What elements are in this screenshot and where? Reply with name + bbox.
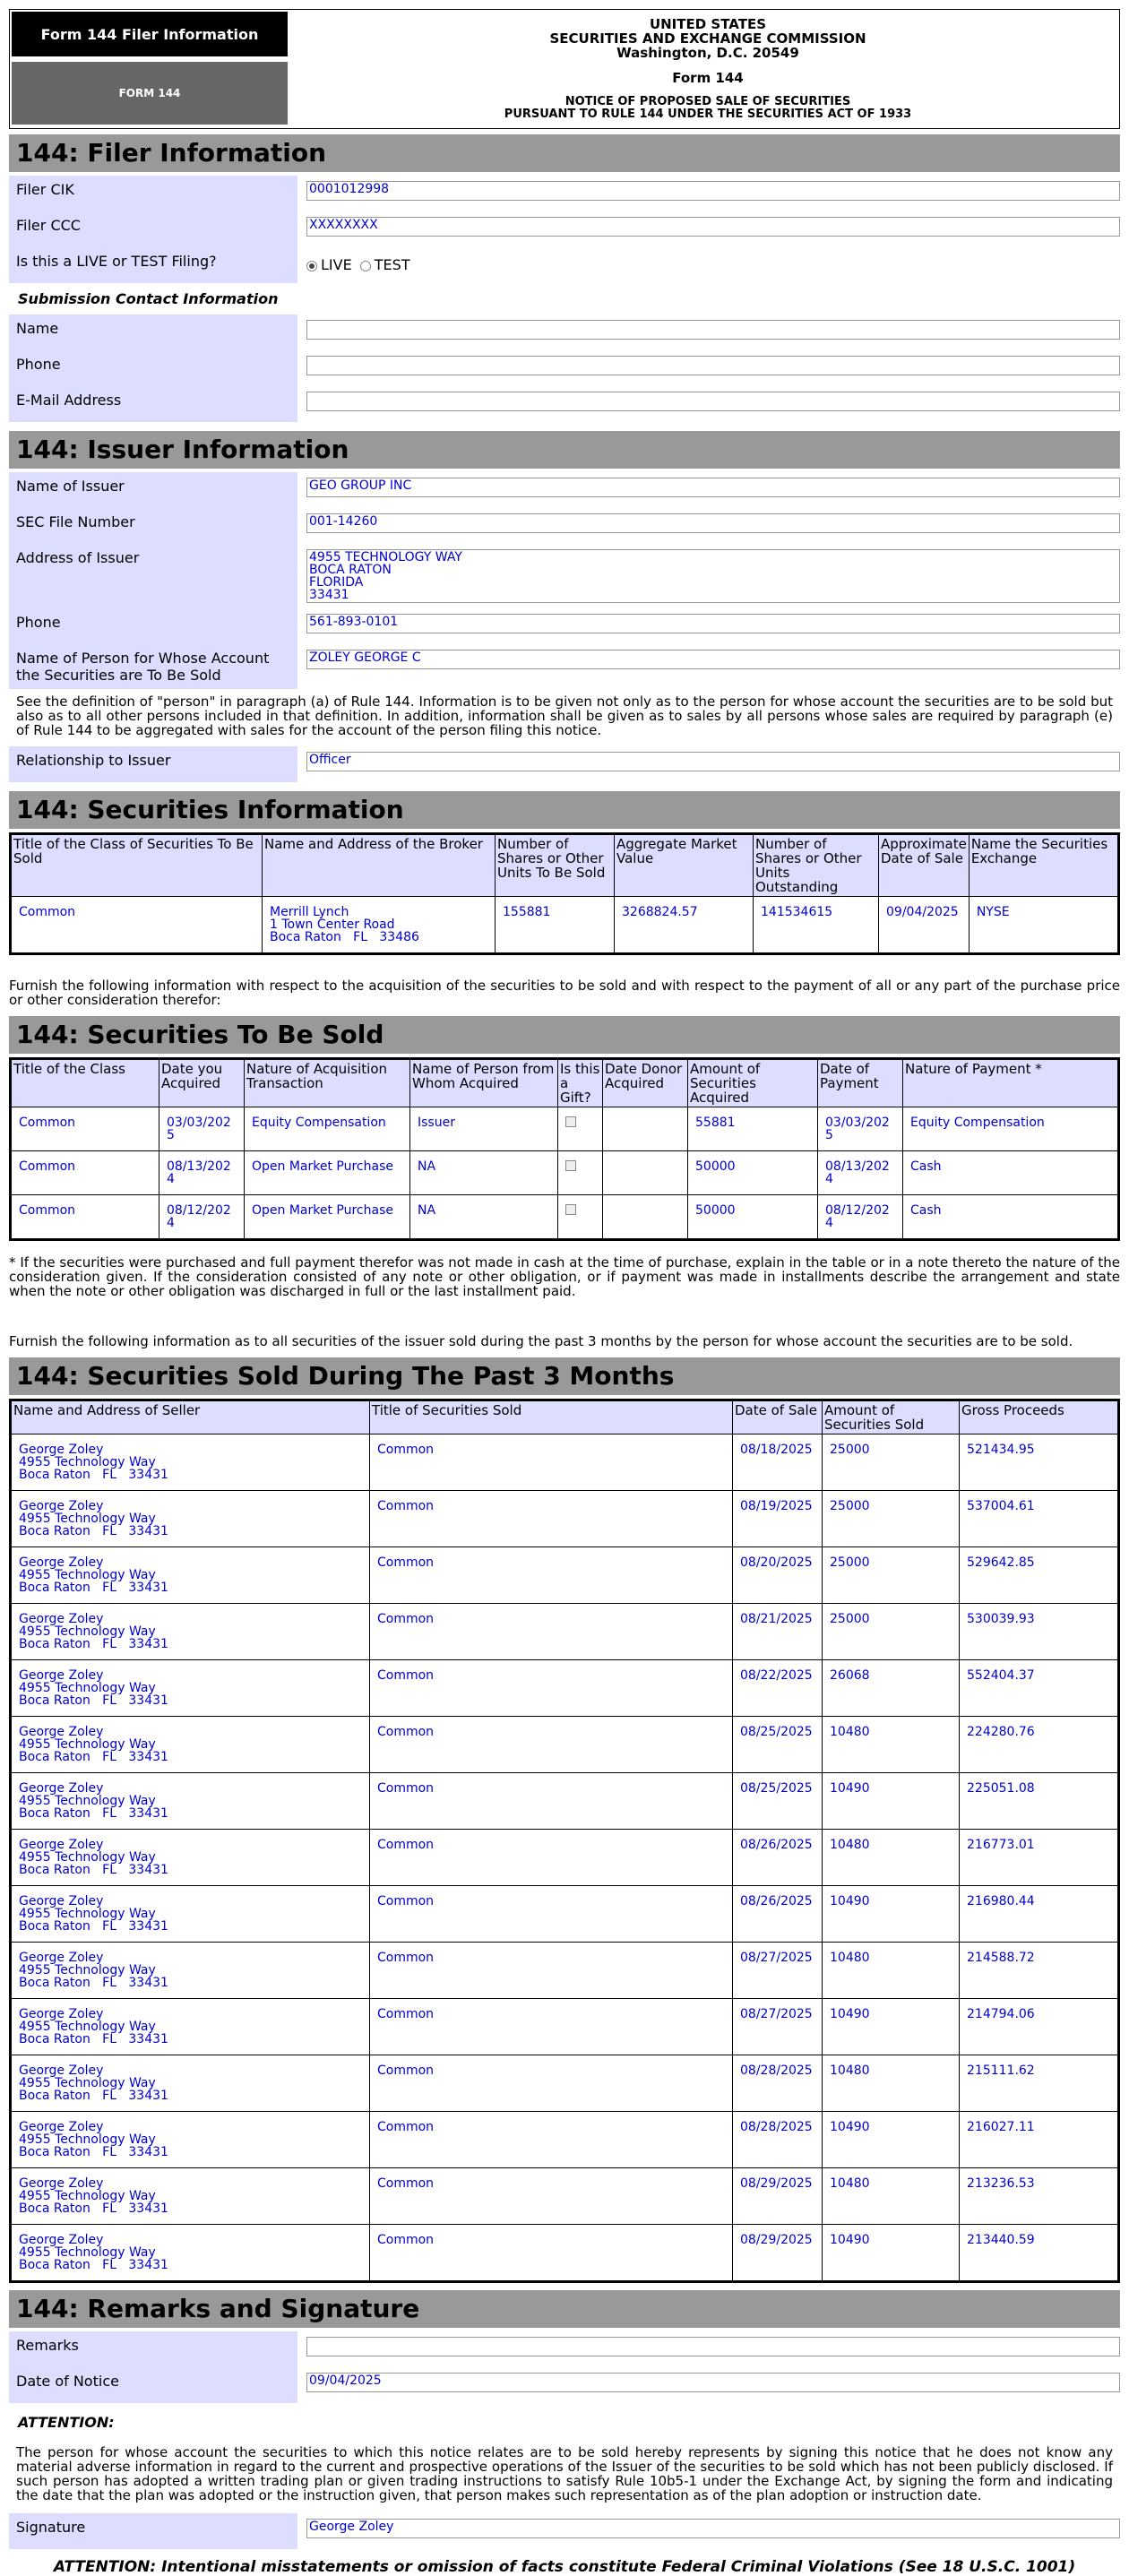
cell-title: Common — [370, 1717, 733, 1773]
seller-line1: George Zoley — [19, 1499, 104, 1513]
table-row — [11, 1107, 1119, 1151]
filer-ccc-row — [9, 211, 1120, 247]
cell-gift — [558, 1195, 603, 1240]
seller-line2: 4955 Technology Way — [19, 1624, 156, 1639]
cell-seller — [11, 2225, 370, 2282]
filer-cik-field[interactable]: 0001012998 — [306, 181, 1120, 201]
contact-phone-row — [9, 350, 1120, 386]
contact-name-field[interactable] — [306, 320, 1120, 340]
cell-date: 08/28/2025 — [733, 2055, 823, 2112]
table-row — [11, 1604, 1119, 1660]
cell-title: Common — [370, 1830, 733, 1886]
header-notice1: NOTICE OF PROPOSED SALE OF SECURITIES — [564, 95, 851, 108]
cell-title: Common — [370, 2055, 733, 2112]
signature-label: Signature — [9, 2513, 297, 2549]
cell-amount: 10480 — [823, 2055, 960, 2112]
signature-field[interactable]: George Zoley — [306, 2519, 1120, 2538]
seller-line1: George Zoley — [19, 2007, 104, 2021]
cell-amount: 10480 — [823, 1943, 960, 1999]
remarks-label: Remarks — [9, 2331, 297, 2367]
broker-address1: 1 Town Center Road — [270, 918, 395, 932]
gift-checkbox[interactable] — [565, 1160, 576, 1171]
cell-shares: 155881 — [496, 897, 615, 954]
col-broker: Name and Address of the Broker — [263, 834, 496, 897]
col-exchange: Name the Securities Exchange — [969, 834, 1118, 897]
cell-from: NA — [410, 1151, 558, 1195]
cell-amount: 25000 — [823, 1434, 960, 1491]
header-form: Form 144 — [672, 70, 744, 86]
table-row — [11, 2225, 1119, 2282]
cell-from: NA — [410, 1195, 558, 1240]
contact-name-row — [9, 314, 1120, 350]
remarks-field[interactable] — [306, 2337, 1120, 2356]
cell-nature: Equity Compensation — [245, 1107, 410, 1151]
cell-date — [159, 1195, 245, 1240]
seller-line2: 4955 Technology Way — [19, 1681, 156, 1695]
payment-date-part1: 03/03/202 — [825, 1116, 890, 1130]
cell-seller — [11, 1660, 370, 1717]
seller-line3: Boca Raton FL 33431 — [19, 2258, 168, 2272]
cell-payment-date — [818, 1195, 903, 1240]
col-date-sale: Approximate Date of Sale — [879, 834, 970, 897]
cell-date: 09/04/2025 — [879, 897, 970, 954]
cell-title: Common — [370, 2225, 733, 2282]
securities-info-title: 144: Securities Information — [9, 791, 1120, 829]
header-line3: Washington, D.C. 20549 — [616, 45, 799, 61]
date-part1: 08/12/202 — [167, 1203, 231, 1218]
seller-line1: George Zoley — [19, 1894, 104, 1908]
cell-gift — [558, 1107, 603, 1151]
cell-class: Common — [11, 1107, 159, 1151]
seller-line1: George Zoley — [19, 2063, 104, 2078]
attention-text: The person for whose account the securities to which this notice relates are to be sold hereby represents by signing this notice that he does not know any material adverse information in regard to the current and prospective operations of the Issuer of the securities to be sold which has not been publicly disclosed. If such person has adopted a written trading plan or given trading instructions to satisfy Rule 10b5-1 under the Exchange Act, by signing the form and indicating the date that the plan was adopted or the instruction given, that person makes such representation as of the plan adoption or instruction date. — [16, 2444, 1113, 2503]
filer-cik-label: Filer CIK — [9, 176, 297, 211]
header-line1: UNITED STATES — [649, 16, 767, 32]
seller-line2: 4955 Technology Way — [19, 1568, 156, 1582]
cell-amount: 25000 — [823, 1604, 960, 1660]
cell-gross: 214588.72 — [960, 1943, 1119, 1999]
cell-amount: 10490 — [823, 2225, 960, 2282]
cell-donor — [603, 1151, 688, 1195]
cell-class: Common — [11, 1151, 159, 1195]
cell-outstanding: 141534615 — [754, 897, 879, 954]
col-seller: Name and Address of Seller — [11, 1400, 370, 1434]
seller-line3: Boca Raton FL 33431 — [19, 1863, 168, 1877]
cell-from: Issuer — [410, 1107, 558, 1151]
cell-class: Common — [11, 897, 263, 954]
cell-date: 08/18/2025 — [733, 1434, 823, 1491]
seller-line2: 4955 Technology Way — [19, 1963, 156, 1977]
seller-line2: 4955 Technology Way — [19, 2020, 156, 2034]
cell-seller — [11, 1717, 370, 1773]
seller-line2: 4955 Technology Way — [19, 1850, 156, 1865]
cell-date: 08/26/2025 — [733, 1886, 823, 1943]
date-notice-field[interactable]: 09/04/2025 — [306, 2373, 1120, 2392]
payment-date-part2: 4 — [825, 1172, 833, 1186]
cell-date: 08/29/2025 — [733, 2225, 823, 2282]
col-nature: Nature of Acquisition Transaction — [245, 1059, 410, 1107]
date-part2: 4 — [167, 1216, 175, 1230]
contact-name-label: Name — [9, 314, 297, 350]
cell-date: 08/19/2025 — [733, 1491, 823, 1547]
seller-line3: Boca Raton FL 33431 — [19, 2201, 168, 2216]
broker-address2: Boca Raton FL 33486 — [270, 930, 419, 944]
to-be-sold-title: 144: Securities To Be Sold — [9, 1016, 1120, 1054]
cell-amount: 10480 — [823, 1830, 960, 1886]
cell-gift — [558, 1151, 603, 1195]
contact-email-label: E-Mail Address — [9, 386, 297, 422]
seller-line3: Boca Raton FL 33431 — [19, 1468, 168, 1482]
relationship-row — [9, 746, 1120, 782]
cell-amount: 10490 — [823, 1773, 960, 1830]
col-gross: Gross Proceeds — [960, 1400, 1119, 1434]
issuer-phone-label: Phone — [9, 608, 297, 644]
table-row — [11, 1434, 1119, 1491]
table-row — [11, 1151, 1119, 1195]
live-label: LIVE — [321, 256, 352, 273]
cell-date: 08/25/2025 — [733, 1717, 823, 1773]
seller-line2: 4955 Technology Way — [19, 1455, 156, 1469]
cell-gross: 216980.44 — [960, 1886, 1119, 1943]
sec-file-row — [9, 508, 1120, 544]
seller-line1: George Zoley — [19, 1951, 104, 1965]
cell-gross: 530039.93 — [960, 1604, 1119, 1660]
cell-amount: 25000 — [823, 1491, 960, 1547]
cell-amount: 10490 — [823, 2112, 960, 2168]
cell-title: Common — [370, 1943, 733, 1999]
filer-ccc-label: Filer CCC — [9, 211, 297, 247]
table-row — [11, 1886, 1119, 1943]
col-from-whom: Name of Person from Whom Acquired — [410, 1059, 558, 1107]
issuer-address-row — [9, 544, 1120, 608]
cell-payment-date — [818, 1107, 903, 1151]
cell-payment: Cash — [903, 1151, 1119, 1195]
cell-seller — [11, 1434, 370, 1491]
seller-line3: Boca Raton FL 33431 — [19, 1750, 168, 1764]
cell-title: Common — [370, 2112, 733, 2168]
cell-exchange: NYSE — [969, 897, 1118, 954]
test-radio[interactable] — [360, 261, 371, 271]
person-field[interactable]: ZOLEY GEORGE C — [306, 650, 1120, 669]
table-row — [11, 1717, 1119, 1773]
seller-line3: Boca Raton FL 33431 — [19, 1693, 168, 1708]
cell-payment-date — [818, 1151, 903, 1195]
issuer-address-label: Address of Issuer — [9, 544, 297, 608]
cell-date — [159, 1107, 245, 1151]
seller-line2: 4955 Technology Way — [19, 1512, 156, 1526]
col-amount: Amount of Securities Sold — [823, 1400, 960, 1434]
cell-nature: Open Market Purchase — [245, 1195, 410, 1240]
col-payment-nature: Nature of Payment * — [903, 1059, 1119, 1107]
person-label: Name of Person for Whose Account the Securities are To Be Sold — [9, 644, 297, 689]
payment-date-part1: 08/12/202 — [825, 1203, 890, 1218]
seller-line1: George Zoley — [19, 1781, 104, 1796]
cell-nature: Open Market Purchase — [245, 1151, 410, 1195]
cell-gross: 213236.53 — [960, 2168, 1119, 2225]
live-test-row — [9, 247, 1120, 283]
seller-line1: George Zoley — [19, 1612, 104, 1626]
cell-title: Common — [370, 1773, 733, 1830]
cell-gross: 552404.37 — [960, 1660, 1119, 1717]
seller-line1: George Zoley — [19, 2233, 104, 2247]
cell-seller — [11, 2168, 370, 2225]
seller-line1: George Zoley — [19, 1668, 104, 1683]
cell-date: 08/27/2025 — [733, 1943, 823, 1999]
cell-seller — [11, 1999, 370, 2055]
relationship-field[interactable]: Officer — [306, 752, 1120, 771]
date-part1: 08/13/202 — [167, 1159, 231, 1174]
table-row — [11, 2168, 1119, 2225]
cell-date: 08/20/2025 — [733, 1547, 823, 1604]
cell-gross: 213440.59 — [960, 2225, 1119, 2282]
cell-amount: 25000 — [823, 1547, 960, 1604]
cell-amount: 10490 — [823, 1886, 960, 1943]
seller-line3: Boca Raton FL 33431 — [19, 1637, 168, 1651]
past3-title: 144: Securities Sold During The Past 3 Months — [9, 1357, 1120, 1395]
cell-seller — [11, 1491, 370, 1547]
table-row — [11, 2112, 1119, 2168]
cell-value: 3268824.57 — [615, 897, 754, 954]
cell-gross: 521434.95 — [960, 1434, 1119, 1491]
to-be-sold-table — [9, 1057, 1120, 1241]
col-title: Title of Securities Sold — [370, 1400, 733, 1434]
sec-file-field[interactable]: 001-14260 — [306, 513, 1120, 533]
address-line4: 33431 — [309, 588, 349, 602]
issuer-name-label: Name of Issuer — [9, 472, 297, 508]
cell-date: 08/21/2025 — [733, 1604, 823, 1660]
seller-line3: Boca Raton FL 33431 — [19, 1919, 168, 1934]
table-row — [11, 1943, 1119, 1999]
filer-section-title: 144: Filer Information — [9, 134, 1120, 172]
seller-line2: 4955 Technology Way — [19, 2189, 156, 2203]
cell-date: 08/22/2025 — [733, 1660, 823, 1717]
table-row — [11, 1491, 1119, 1547]
seller-line1: George Zoley — [19, 1555, 104, 1570]
filer-ccc-field[interactable]: XXXXXXXX — [306, 217, 1120, 237]
cell-donor — [603, 1195, 688, 1240]
contact-heading: Submission Contact Information — [18, 290, 279, 307]
issuer-name-field[interactable]: GEO GROUP INC — [306, 478, 1120, 497]
col-market-value: Aggregate Market Value — [615, 834, 754, 897]
filer-info-tab[interactable]: Form 144 Filer Information — [12, 12, 288, 56]
cell-date: 08/28/2025 — [733, 2112, 823, 2168]
table-row — [11, 1999, 1119, 2055]
cell-title: Common — [370, 1999, 733, 2055]
issuer-name-row — [9, 472, 1120, 508]
furnish-past3-text: Furnish the following information as to all securities of the issuer sold during the past 3 months by the person for whose account the securities are to be sold. — [9, 1333, 1073, 1349]
cell-gross: 529642.85 — [960, 1547, 1119, 1604]
contact-phone-label: Phone — [9, 350, 297, 386]
table-row — [11, 897, 1119, 954]
payment-date-part1: 08/13/202 — [825, 1159, 890, 1174]
cell-seller — [11, 1886, 370, 1943]
seller-line1: George Zoley — [19, 2176, 104, 2191]
col-gift: Is this a Gift? — [558, 1059, 603, 1107]
issuer-phone-row — [9, 608, 1120, 644]
cell-gross: 224280.76 — [960, 1717, 1119, 1773]
cell-gross: 214794.06 — [960, 1999, 1119, 2055]
cell-gross: 216773.01 — [960, 1830, 1119, 1886]
remarks-row — [9, 2331, 1120, 2367]
cell-amount: 10480 — [823, 2168, 960, 2225]
date-part1: 03/03/202 — [167, 1116, 231, 1130]
seller-line2: 4955 Technology Way — [19, 1907, 156, 1921]
table-header-row — [11, 834, 1119, 897]
seller-line3: Boca Raton FL 33431 — [19, 1524, 168, 1538]
seller-line3: Boca Raton FL 33431 — [19, 2089, 168, 2103]
issuer-section-title: 144: Issuer Information — [9, 431, 1120, 469]
securities-info-table — [9, 832, 1120, 955]
filer-cik-row — [9, 176, 1120, 211]
seller-line2: 4955 Technology Way — [19, 1737, 156, 1752]
cell-title: Common — [370, 2168, 733, 2225]
cell-date: 08/27/2025 — [733, 1999, 823, 2055]
cell-title: Common — [370, 1604, 733, 1660]
cell-amount: 26068 — [823, 1660, 960, 1717]
table-row — [11, 1773, 1119, 1830]
person-row — [9, 644, 1120, 689]
address-line2: BOCA RATON — [309, 563, 392, 577]
header-title-block — [297, 17, 1119, 121]
cell-seller — [11, 1830, 370, 1886]
remarks-section-title: 144: Remarks and Signature — [9, 2290, 1120, 2328]
cell-date: 08/25/2025 — [733, 1773, 823, 1830]
col-donor: Date Donor Acquired — [603, 1059, 688, 1107]
live-test-label: Is this a LIVE or TEST Filing? — [9, 247, 297, 283]
form-header — [9, 9, 1120, 129]
test-label: TEST — [374, 256, 410, 273]
cell-title: Common — [370, 1491, 733, 1547]
seller-line1: George Zoley — [19, 1443, 104, 1457]
col-class: Title of the Class of Securities To Be Sold — [11, 834, 263, 897]
cell-seller — [11, 1773, 370, 1830]
seller-line3: Boca Raton FL 33431 — [19, 1976, 168, 1990]
seller-line2: 4955 Technology Way — [19, 2132, 156, 2147]
address-line3: FLORIDA — [309, 575, 364, 590]
cell-seller — [11, 1604, 370, 1660]
date-part2: 4 — [167, 1172, 175, 1186]
date-part2: 5 — [167, 1128, 175, 1142]
seller-line2: 4955 Technology Way — [19, 2076, 156, 2090]
seller-line3: Boca Raton FL 33431 — [19, 2032, 168, 2046]
cell-broker — [263, 897, 496, 954]
seller-line2: 4955 Technology Way — [19, 1794, 156, 1808]
cell-gross: 225051.08 — [960, 1773, 1119, 1830]
col-class: Title of the Class — [11, 1059, 159, 1107]
col-amount: Amount of Securities Acquired — [688, 1059, 818, 1107]
form-144-tab[interactable]: FORM 144 — [12, 62, 288, 125]
seller-line2: 4955 Technology Way — [19, 2245, 156, 2260]
cell-payment: Equity Compensation — [903, 1107, 1119, 1151]
cell-date: 08/29/2025 — [733, 2168, 823, 2225]
cell-gross: 537004.61 — [960, 1491, 1119, 1547]
contact-email-field[interactable] — [306, 392, 1120, 411]
table-row — [11, 2055, 1119, 2112]
date-notice-row — [9, 2367, 1120, 2403]
issuer-phone-field[interactable]: 561-893-0101 — [306, 614, 1120, 633]
cell-title: Common — [370, 1660, 733, 1717]
table-row — [11, 1195, 1119, 1240]
col-outstanding: Number of Shares or Other Units Outstanding — [754, 834, 879, 897]
live-radio[interactable] — [306, 261, 317, 271]
signature-row — [9, 2513, 1120, 2549]
date-notice-label: Date of Notice — [9, 2367, 297, 2403]
contact-phone-field[interactable] — [306, 356, 1120, 375]
gift-checkbox[interactable] — [565, 1204, 576, 1215]
seller-line1: George Zoley — [19, 1725, 104, 1739]
cell-seller — [11, 1943, 370, 1999]
furnish-text: Furnish the following information with respect to the acquisition of the securities to be sold and with respect to the payment of all or any part of the purchase price or other consideration therefor: — [9, 978, 1120, 1008]
payment-date-part2: 4 — [825, 1216, 833, 1230]
attention-heading: ATTENTION: — [18, 2414, 115, 2431]
table-row — [11, 1547, 1119, 1604]
issuer-address-field[interactable] — [306, 549, 1120, 603]
address-line1: 4955 TECHNOLOGY WAY — [309, 550, 462, 564]
payment-date-part2: 5 — [825, 1128, 833, 1142]
header-line2: SECURITIES AND EXCHANGE COMMISSION — [549, 30, 866, 47]
table-header-row — [11, 1059, 1119, 1107]
table-row — [11, 1830, 1119, 1886]
cell-gross: 215111.62 — [960, 2055, 1119, 2112]
col-shares: Number of Shares or Other Units To Be Sold — [496, 834, 615, 897]
cell-title: Common — [370, 1886, 733, 1943]
relationship-label: Relationship to Issuer — [9, 746, 297, 782]
gift-checkbox[interactable] — [565, 1116, 576, 1127]
payment-footnote: * If the securities were purchased and full payment therefor was not made in cash at the time of purchase, explain in the table or in a note thereto the nature of the consideration given. If the consideration consisted of any note or other obligation, or if payment was made in installments describe the arrangement and state when the note or other obligation was discharged in full or the last installment paid. — [9, 1254, 1120, 1299]
table-row — [11, 1660, 1119, 1717]
seller-line1: George Zoley — [19, 1838, 104, 1852]
seller-line1: George Zoley — [19, 2120, 104, 2134]
cell-donor — [603, 1107, 688, 1151]
cell-payment: Cash — [903, 1195, 1119, 1240]
cell-gross: 216027.11 — [960, 2112, 1119, 2168]
col-date-acquired: Date you Acquired — [159, 1059, 245, 1107]
cell-date — [159, 1151, 245, 1195]
broker-name: Merrill Lynch — [270, 905, 349, 919]
cell-title: Common — [370, 1547, 733, 1604]
cell-seller — [11, 2112, 370, 2168]
cell-seller — [11, 2055, 370, 2112]
cell-seller — [11, 1547, 370, 1604]
table-header-row — [11, 1400, 1119, 1434]
seller-line3: Boca Raton FL 33431 — [19, 1806, 168, 1821]
cell-title: Common — [370, 1434, 733, 1491]
seller-line3: Boca Raton FL 33431 — [19, 1581, 168, 1595]
federal-violation-notice: ATTENTION: Intentional misstatements or omission of facts constitute Federal Criminal Violations (See 18 U.S.C. 1001) — [53, 2558, 1076, 2576]
seller-line3: Boca Raton FL 33431 — [19, 2145, 168, 2159]
col-payment-date: Date of Payment — [818, 1059, 903, 1107]
cell-amount: 55881 — [688, 1107, 818, 1151]
cell-amount: 50000 — [688, 1195, 818, 1240]
cell-amount: 10490 — [823, 1999, 960, 2055]
cell-amount: 10480 — [823, 1717, 960, 1773]
past3-table — [9, 1399, 1120, 2283]
person-definition-text: See the definition of "person" in paragraph (a) of Rule 144. Information is to be given not only as to the person for whose account the securities are to be sold but also as to all other persons included in that definition. In addition, information shall be given as to sales by all persons whose sales are required by paragraph (e) of Rule 144 to be aggregated with sales for the account of the person filing this notice. — [16, 694, 1113, 738]
col-date: Date of Sale — [733, 1400, 823, 1434]
cell-amount: 50000 — [688, 1151, 818, 1195]
contact-email-row — [9, 386, 1120, 422]
cell-date: 08/26/2025 — [733, 1830, 823, 1886]
cell-class: Common — [11, 1195, 159, 1240]
sec-file-label: SEC File Number — [9, 508, 297, 544]
header-notice2: PURSUANT TO RULE 144 UNDER THE SECURITIES ACT OF 1933 — [504, 108, 912, 121]
